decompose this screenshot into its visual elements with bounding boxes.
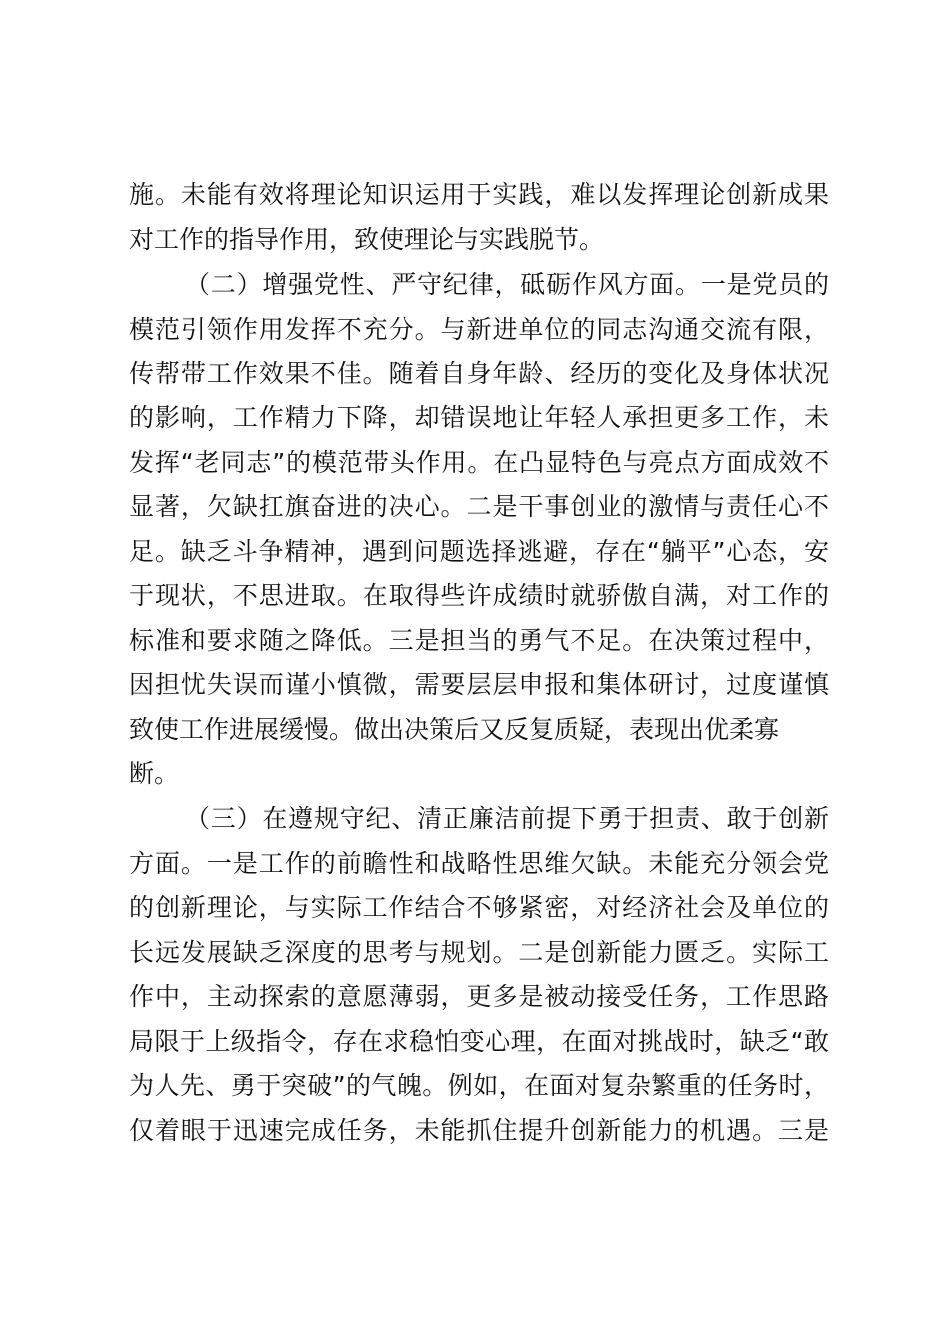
text-line: 作中，主动探索的意愿薄弱，更多是被动接受任务，工作思路 xyxy=(129,982,829,1011)
text-line: 足。缺乏斗争精神，遇到问题选择逃避，存在“躺平”心态，安 xyxy=(129,537,829,566)
text-line: 方面。一是工作的前瞻性和战略性思维欠缺。未能充分领会党 xyxy=(129,849,829,878)
text-line: 于现状，不思进取。在取得些许成绩时就骄傲自满，对工作的 xyxy=(129,581,829,610)
text-line: 显著，欠缺扛旗奋进的决心。二是干事创业的激情与责任心不 xyxy=(129,492,829,521)
text-line: 为人先、勇于突破”的气魄。例如，在面对复杂繁重的任务时， xyxy=(129,1071,829,1100)
text-line: 传帮带工作效果不佳。随着自身年龄、经历的变化及身体状况 xyxy=(129,359,829,388)
text-line: 的影响，工作精力下降，却错误地让年轻人承担更多工作，未 xyxy=(129,403,829,432)
paragraph-heading-line: （三）在遵规守纪、清正廉洁前提下勇于担责、敢于创新 xyxy=(185,804,829,833)
text-line: 仅着眼于迅速完成任务，未能抓住提升创新能力的机遇。三是 xyxy=(129,1116,829,1145)
text-line: 断。 xyxy=(129,759,180,788)
paragraph-heading-line: （二）增强党性、严守纪律，砥砺作风方面。一是党员的 xyxy=(185,270,829,299)
text-line: 局限于上级指令，存在求稳怕变心理，在面对挑战时，缺乏“敢 xyxy=(129,1027,829,1056)
text-line: 的创新理论，与实际工作结合不够紧密，对经济社会及单位的 xyxy=(129,893,829,922)
text-line: 标准和要求随之降低。三是担当的勇气不足。在决策过程中， xyxy=(129,626,829,655)
text-line: 发挥“老同志”的模范带头作用。在凸显特色与亮点方面成效不 xyxy=(129,448,829,477)
text-line: 因担忧失误而谨小慎微，需要层层申报和集体研讨，过度谨慎 xyxy=(129,670,829,699)
text-line: 施。未能有效将理论知识运用于实践，难以发挥理论创新成果 xyxy=(129,180,829,209)
text-line: 模范引领作用发挥不充分。与新进单位的同志沟通交流有限， xyxy=(129,315,829,344)
text-line: 长远发展缺乏深度的思考与规划。二是创新能力匮乏。实际工 xyxy=(129,938,829,967)
text-line: 致使工作进展缓慢。做出决策后又反复质疑，表现出优柔寡 xyxy=(129,715,780,744)
text-line: 对工作的指导作用，致使理论与实践脱节。 xyxy=(129,225,605,254)
